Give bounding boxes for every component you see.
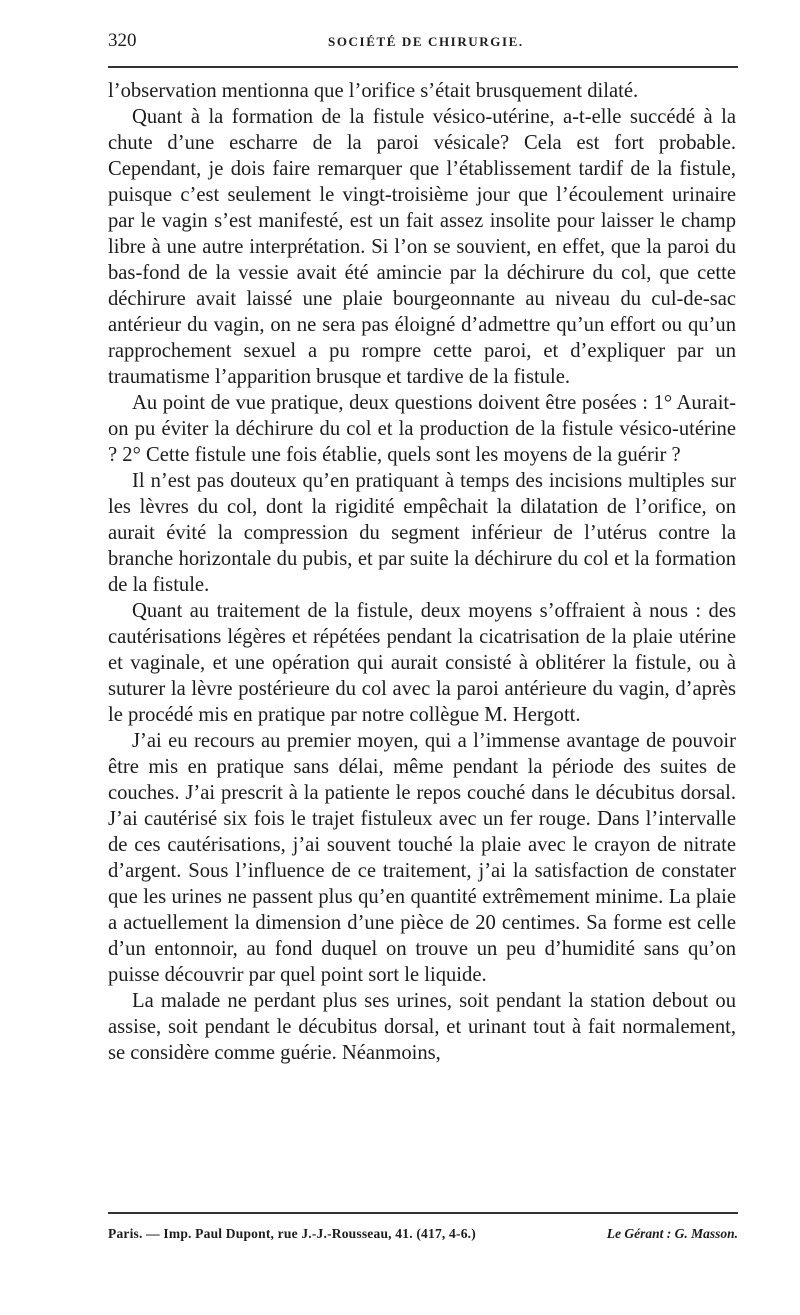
paragraph: Quant au traitement de la fistule, deux moyens s’offraient à nous : des cautérisations légères et répétées pendant la cicatrisation de la plaie utérine et vaginale, et une opération qui aurait consisté à oblitérer la fistule, ou à suturer la lèvre postérieure du col avec la paroi antérieure du vagin, d’après le procédé mis en pratique par notre collègue M. Hergott. [108,600,736,726]
header-rule [108,66,738,68]
paragraph: Quant à la formation de la fistule vésico-utérine, a-t-elle succédé à la chute d’une escharre de la paroi vésicale? Cela est fort probable. Cependant, je dois faire remarquer que l’établissement tardif de la fistule, puisque c’est seulement le vingt-troisième jour que l’écoulement urinaire par le vagin s’est manifesté, est un fait assez insolite pour laisser le champ libre à une autre interprétation. Si l’on se souvient, en effet, que la paroi du bas-fond de la vessie avait été amincie par la déchirure du col, que cette déchirure avait laissé une plaie bourgeonnante au niveau du cul-de-sac antérieur du vagin, on ne sera pas éloigné d’admettre qu’un effort ou qu’un rapprochement sexuel a pu rompre cette paroi, et d’expliquer par un traumatisme l’apparition brusque et tardive de la fistule. [108,106,736,388]
paragraph-continuation: l’observation mentionna que l’orifice s’était brusquement dilaté. [108,80,639,102]
printer-imprint [108,1226,738,1242]
page-number: 320 [108,30,137,51]
running-title: SOCIÉTÉ DE CHIRURGIE. [328,34,524,49]
paragraph: J’ai eu recours au premier moyen, qui a l’immense avantage de pouvoir être mis en pratique sans délai, même pendant la période des suites de couches. J’ai prescrit à la patiente le repos couché dans le décubitus dorsal. J’ai cautérisé six fois le trajet fistuleux avec un fer rouge. Dans l’intervalle de ces cautérisations, j’ai souvent touché la plaie avec le crayon de nitrate d’argent. Sous l’influence de ce traitement, j’ai la satisfaction de constater que les urines ne passent plus qu’en quantité extrêmement minime. La plaie a actuellement la dimension d’une pièce de 20 centimes. Sa forme est celle d’un entonnoir, au fond duquel on trouve un peu d’humidité sans qu’on puisse découvrir par quel point sort le liquide. [108,730,736,986]
paragraph: La malade ne perdant plus ses urines, soit pendant la station debout ou assise, soit pendant le décubitus dorsal, et urinant tout à fait normalement, se considère comme guérie. Néanmoins, [108,990,736,1064]
manager-text: Le Gérant : G. Masson. [606,1226,738,1241]
running-header [108,30,736,56]
footer-rule [108,1212,738,1214]
paragraph: Il n’est pas douteux qu’en pratiquant à temps des incisions multiples sur les lèvres du col, dont la rigidité empêchait la dilatation de l’orifice, on aurait évité la compression du segment inférieur de l’utérus contre la branche horizontale du pubis, et par suite la déchirure du col et la formation de la fistule. [108,470,736,596]
paragraph: Au point de vue pratique, deux questions doivent être posées : 1° Aurait-on pu éviter la déchirure du col et la production de la fistule vésico-utérine ? 2° Cette fistule une fois établie, quels sont les moyens de la guérir ? [108,392,736,466]
imprint-text: Paris. — Imp. Paul Dupont, rue J.-J.-Rousseau, 41. (417, 4-6.) [108,1226,476,1241]
body-text [108,78,736,1066]
